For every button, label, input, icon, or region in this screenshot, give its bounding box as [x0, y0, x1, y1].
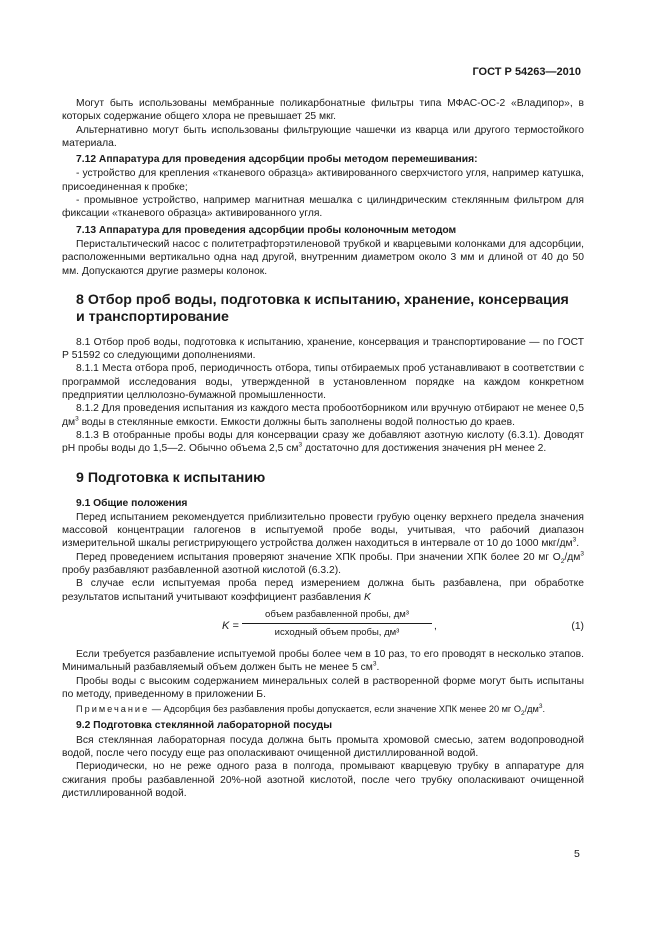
section-8-heading-line-1: 8 Отбор проб воды, подготовка к испытанию, хранение, консервация [76, 291, 569, 308]
paragraph-8-1-1: 8.1.1 Места отбора проб, периодичность отбора, типы отбираемых проб устанавливают в соответствии с программой исследования воды, утвержденной в установленном порядке на каждом конкретном предприятии целлюлозно-бумажной промышленности. [62, 363, 584, 402]
formula-number: (1) [571, 620, 584, 632]
paragraph-9-1-dilution: В случае если испытуемая проба перед измерением должна быть разбавлена, при обработке результатов испытаний учитывают коэффициент разбавления K [62, 578, 584, 603]
section-7-12-item-2: - промывное устройство, например магнитная мешалка с цилиндрическим стеклянным фильтром для фиксации «тканевого образца» активированного угля. [62, 195, 584, 220]
paragraph-membrane-filters: Могут быть использованы мембранные поликарбонатные фильтры типа МФАС-ОС-2 «Владипор», в которых содержание общего хлора не превышает 25 мкг. [62, 98, 584, 123]
section-7-12-title: 7.12 Аппаратура для проведения адсорбции пробы методом перемешивания: [76, 154, 478, 166]
formula-numerator: объем разбавленной пробы, дм³ [242, 608, 432, 624]
section-8-heading-line-2: и транспортирование [76, 308, 229, 325]
formula-dilution-factor [62, 608, 584, 646]
paragraph-8-1-2: 8.1.2 Для проведения испытания из каждого места пробоотборником или вручную отбирают не менее 0,5 $дм^3$ воды в стеклянные емкости. Емкости должны быть заполнены водой полностью до краев. [62, 403, 584, 428]
paragraph-8-1-3: 8.1.3 В отобранные пробы воды для консервации сразу же добавляют азотную кислоту (6.3.1). Доводят pH пробы воды до 1,5—2. Обычно объема 2,5 $см^3$ достаточно для достижения значения pH менее 2. [62, 429, 584, 455]
section-7-13-text: Перистальтический насос с политетрафторэтиленовой трубкой и кварцевыми колонками для адсорбции, расположенными вертикально одна над другой, внутренним диаметром около 3 мм и длиной от 40 до 50 мм. Допускаются другие размеры колонок. [62, 238, 584, 277]
paragraph-9-1-cod: Перед проведением испытания проверяют значение ХПК пробы. При значении ХПК более 20 мг $O_2/дм^3$ пробу разбавляют разбавленной азотной кислотой (6.3.2). [62, 550, 584, 577]
formula-fraction [242, 608, 432, 640]
section-9-2-title: 9.2 Подготовка стеклянной лабораторной посуды [76, 720, 332, 732]
note-label: Примечание [76, 704, 150, 715]
section-9-1-title: 9.1 Общие положения [76, 497, 188, 509]
paragraph-9-1-estimate: Перед испытанием рекомендуется приблизительно провести грубую оценку верхнего предела значения массовой концентрации галогенов в испытуемой пробе воды, учитывая, что рабочий диапазон измерительной шкалы регистрирующего устройства должен находиться в интервале от 10 до 1000 мкг/$дм^3$. [62, 511, 584, 550]
paragraph-8-1: 8.1 Отбор проб воды, подготовка к испытанию, хранение, консервация и транспортирование — по ГОСТ Р 51592 со следующими дополнениями. [62, 336, 584, 362]
paragraph-9-1-multistage: Если требуется разбавление испытуемой пробы более чем в 10 раз, то его проводят в несколько этапов. Минимальный разбавляемый объем должен быть не менее 5 $см^3$. [62, 648, 584, 674]
paragraph-9-2-quartz-tube: Периодически, но не реже одного раза в полгода, промывают кварцевую трубку в аппаратуре для сжигания пробы разбавленной 20%-ной азотной кислотой, после чего трубку ополаскивают очищенной дистиллированной водой. [62, 761, 584, 799]
section-7-13-title: 7.13 Аппаратура для проведения адсорбции пробы колоночным методом [76, 224, 457, 236]
paragraph-9-1-salts: Пробы воды с высоким содержанием минеральных солей в растворенной форме могут быть испытаны по методу, приведенному в приложении Б. [62, 675, 584, 700]
page-content [62, 97, 584, 800]
paragraph-9-2-glassware: Вся стеклянная лабораторная посуда должна быть промыта хромовой смесью, затем водопроводной водой, после чего посуду еще раз ополаскивают очищенной дистиллированной водой. [62, 734, 584, 759]
standard-header: ГОСТ Р 54263—2010 [472, 66, 581, 78]
formula-tail: , [434, 620, 437, 632]
page-number: 5 [574, 848, 580, 860]
section-9-heading: 9 Подготовка к испытанию [76, 469, 266, 486]
formula-lhs: K = [222, 619, 239, 632]
formula-denominator: исходный объем пробы, дм³ [274, 627, 400, 639]
paragraph-quartz-cups: Альтернативно могут быть использованы фильтрующие чашечки из кварца или другого термостойкого материала. [62, 124, 584, 149]
section-7-12-item-1: - устройство для крепления «тканевого образца» активированного сверхчистого угля, например катушка, присоединенная к пробке; [62, 168, 584, 193]
section-8-heading [62, 292, 584, 326]
note: Примечание — Адсорбция без разбавления пробы допускается, если значение ХПК менее 20 мг $O_2/дм^3$. [76, 703, 546, 717]
